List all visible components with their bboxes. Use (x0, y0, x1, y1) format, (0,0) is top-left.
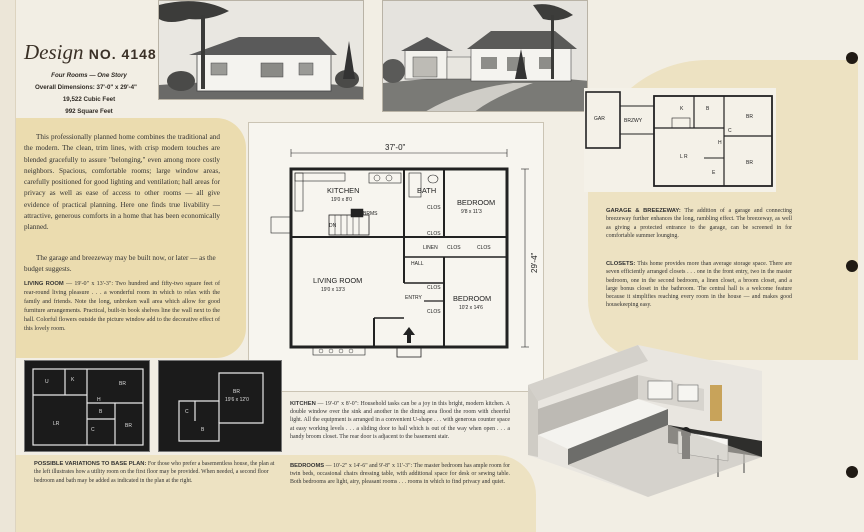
var-left-label-h: H (97, 397, 101, 403)
exterior-rendering-garage (382, 0, 588, 112)
small-label-lr: L R (680, 154, 688, 160)
label-clos-entry: CLOS (427, 309, 441, 315)
variation-basementless-plan (25, 361, 151, 453)
design-title (24, 40, 157, 65)
var-left-label-lr: LR (53, 421, 60, 427)
variation-plan-left (24, 360, 150, 452)
exterior-rendering-front (158, 0, 364, 100)
var-left-label-c: C (91, 427, 95, 433)
binder-hole-icon (846, 52, 858, 64)
label-linen: LINEN (423, 245, 438, 251)
bedrooms-caption: BEDROOMS (290, 463, 325, 469)
small-label-brzwy: BRZWY (624, 118, 643, 124)
variation-second-floor-plan (159, 361, 283, 453)
variations-caption-block (34, 460, 280, 485)
var-right-label-size: 19'6 x 12'0 (225, 397, 249, 403)
var-left-label-u: U (45, 379, 49, 385)
label-kitchen-size: 19'0 x 8'0 (331, 197, 353, 203)
bedrooms-section (290, 462, 510, 487)
label-hall: HALL (411, 261, 424, 267)
small-label-c: C (728, 128, 732, 134)
label-bath: BATH (417, 186, 437, 195)
square-feet-spec: 992 Square Feet (65, 108, 113, 115)
garage-breezeway-plan (584, 88, 776, 192)
variations-caption: POSSIBLE VARIATIONS TO BASE PLAN: (34, 461, 147, 467)
binder-hole-icon (846, 466, 858, 478)
kitchen-caption: KITCHEN (290, 401, 316, 407)
binder-hole-icon (846, 260, 858, 272)
design-number: NO. 4148 (88, 46, 157, 62)
var-left-label-k: K (71, 377, 75, 383)
floor-plan-drawing (249, 123, 545, 393)
kitchen-interior-rendering (528, 345, 762, 497)
var-right-label-br: BR (233, 389, 240, 395)
label-clos-bath-2: CLOS (427, 231, 441, 237)
label-clos-bath: CLOS (427, 205, 441, 211)
garage-breezeway-caption: GARAGE & BREEZEWAY: (606, 208, 681, 214)
living-room-text: — 19'-0" x 13'-3": Two hundred and fifty-two square feet of rear-round living pleasure . . . a wonderful room in which to relax with the family and friends. Note the long, unbroken wall area which allow for good furniture arrangements. Practical, built-in book shelves line the wall next to the hall. Colorful flowers outside the picture window add to the decorative effect of this lovely room. (24, 281, 220, 333)
house-garage-illustration (383, 1, 588, 112)
living-room-note (24, 280, 220, 335)
kitchen-text: — 19'-0" x 8'-0": Household tasks can be a joy in this bright, modern kitchen. A double window over the sink and another in the dining area flood the room with cheerful light. All the equipment is arranged in a convenient U-shape . . . with generous counter space at easy working levels . . . a sliding door to hall which is out of the way when open . . . a handy broom closet. The rear door is adjacent to the basement stair. (290, 401, 510, 440)
design-specs (24, 70, 154, 118)
small-label-br-1: BR (746, 114, 753, 120)
label-bedroom-2-size: 10'2 x 14'6 (459, 305, 483, 311)
living-room-caption: LIVING ROOM (24, 281, 64, 287)
label-living-size: 19'0 x 13'3 (321, 287, 345, 293)
label-clos-entry-2: CLOS (427, 285, 441, 291)
var-right-label-c: C (185, 409, 189, 415)
var-right-label-b: B (201, 427, 205, 433)
main-floor-plan (248, 122, 544, 392)
dimensions-spec: Overall Dimensions: 37'-0" x 29'-4" (34, 84, 137, 91)
intro-paragraph: This professionally planned home combines the traditional and the modern. The clean, trim lines, with crisp modern touches are blended gracefully to assure "belonging," even among more costly neighbors. Spacious, comfortable rooms; large window areas, carefully positioned for good lighting and ventilation; hall areas for privacy as well as ease of access to other rooms — all give evidence of practical planning. Here one finds true livability — attractive, generous comforts in a home that has been economically planned. (24, 133, 220, 232)
garage-breezeway-text: The addition of a garage and connecting breezeway further enhances the long, rambling effect. The breezeway, as well as giving a protected entrance to the garage, can be screened in for comfortable summer lounging. (606, 208, 792, 239)
house-front-illustration (159, 1, 364, 100)
label-bedroom-1: BEDROOM (457, 198, 496, 207)
small-label-b: B (706, 106, 710, 112)
closets-text: This home provides more than average storage space. There are seven efficiently arranged closets . . . one in the front entry, two in the master bedroom, one in the second bedroom, a linen closet, a broom closet, and a large bonus closet in the bathroom. The central hall is a welcome feature because it simplifies reaching every room in the house — and makes good housekeeping easy. (606, 261, 792, 309)
garage-breezeway-section (606, 207, 792, 240)
small-label-e: E (712, 170, 716, 176)
label-brms: BRMS (363, 211, 378, 217)
cubic-feet-spec: 19,522 Cubic Feet (62, 96, 116, 103)
rooms-spec: Four Rooms — One Story (51, 72, 127, 79)
label-bedroom-1-size: 9'8 x 11'3 (461, 209, 482, 215)
closets-caption: CLOSETS: (606, 261, 636, 267)
plan-depth-dim: 29'-4" (530, 252, 539, 273)
kitchen-section (290, 400, 510, 441)
design-word: Design (24, 40, 84, 64)
label-kitchen: KITCHEN (327, 186, 360, 195)
variations-text: For those who prefer a basementless house, the plan at the left illustrates how a utility room on the first floor may be provided. When needed, a second floor bedroom and bath may be added as indicated in the plan at the right. (34, 461, 275, 484)
closets-section (606, 260, 792, 310)
small-label-h: H (718, 140, 722, 146)
garage-note: The garage and breezeway may be built now, or later — as the budget suggests. (24, 254, 216, 273)
small-label-k: K (680, 106, 684, 112)
bedrooms-text: — 10'-2" x 14'-6" and 9'-8" x 11'-3": The master bedroom has ample room for twin beds, occasional chairs dressing table, with additional space for desk or sewing table. Both bedrooms are light, airy, pleasant rooms . . . rooms in which to find privacy and quiet. (290, 463, 510, 486)
label-bedroom-2: BEDROOM (453, 294, 492, 303)
small-label-br-2: BR (746, 160, 753, 166)
label-living-room: LIVING ROOM (313, 276, 363, 285)
label-entry: ENTRY (405, 295, 422, 301)
var-left-label-br-1: BR (119, 381, 126, 387)
var-left-label-b: B (99, 409, 103, 415)
label-clos-hall: CLOS (447, 245, 461, 251)
label-dn: DN (329, 223, 337, 229)
var-left-label-br-2: BR (125, 423, 132, 429)
kitchen-illustration (528, 345, 762, 497)
small-label-gar: GAR (594, 116, 605, 122)
binder-edge (0, 0, 16, 532)
plan-width-dim: 37'-0" (385, 143, 406, 152)
label-clos-bedroom: CLOS (477, 245, 491, 251)
variation-plan-right (158, 360, 282, 452)
